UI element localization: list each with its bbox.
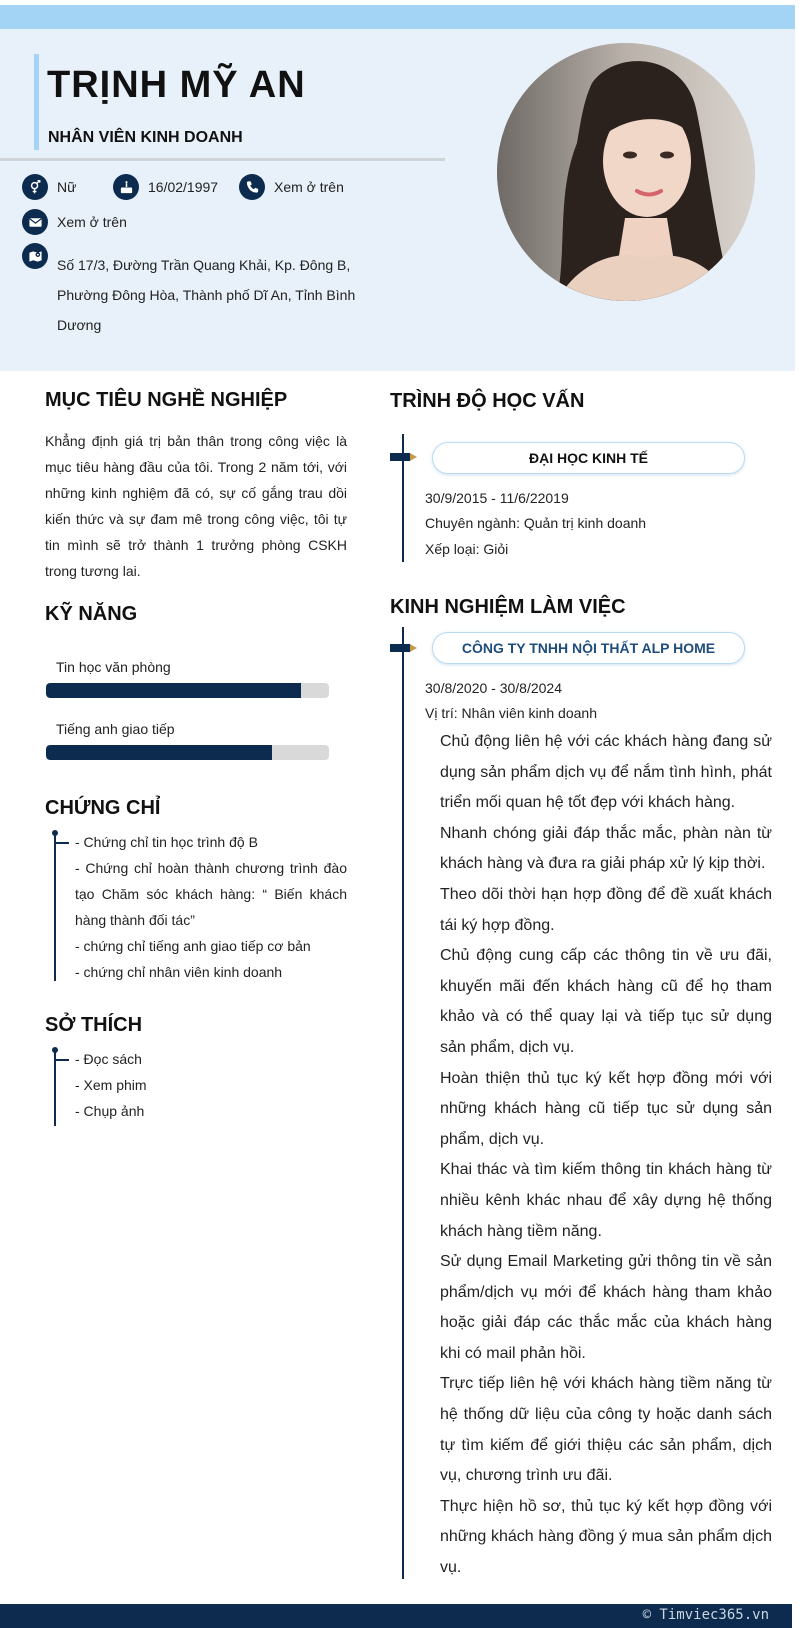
timeline-pin-icon	[390, 453, 416, 461]
duty-item: Thực hiện hồ sơ, thủ tục ký kết hợp đồng với những khách hàng đồng ý mua sản phẩm dịch vụ.	[440, 1497, 772, 1577]
certificates-list	[75, 829, 347, 985]
phone-info	[239, 174, 344, 200]
avatar	[497, 43, 755, 301]
duty-item: Nhanh chóng giải đáp thắc mắc, phàn nàn từ khách hàng và đưa ra giải pháp xử lý kịp thời.	[440, 824, 772, 873]
hobby-item: - Chụp ảnh	[75, 1103, 145, 1119]
footer-credit: © Timviec365.vn	[642, 1607, 769, 1623]
certificate-item: - chứng chỉ tiếng anh giao tiếp cơ bản	[75, 938, 311, 954]
birthday-value: 16/02/1997	[148, 179, 219, 195]
timeline-pin-icon	[390, 644, 416, 652]
timeline-tick	[55, 842, 69, 844]
email-value: Xem ở trên	[57, 214, 127, 230]
gender-info	[22, 174, 76, 200]
experience-position: Vị trí: Nhân viên kinh doanh	[425, 705, 597, 721]
name-accent-bar	[34, 54, 39, 150]
duty-item: Hoàn thiện thủ tục ký kết hợp đồng mới với những khách hàng cũ tiếp tục sử dụng sản phẩm, dịch vụ.	[440, 1069, 772, 1148]
duty-item: Khai thác và tìm kiếm thông tin khách hàng từ nhiều kênh khác nhau để xây dựng hệ thống khách hàng tiềm năng.	[440, 1161, 772, 1240]
duty-item: Sử dụng Email Marketing gửi thông tin về sản phẩm/dịch vụ mới để khách hàng tham khảo hoặc giải đáp các thắc mắc của khách hàng khi có mail phản hồi.	[440, 1253, 772, 1362]
objective-text: Khẳng định giá trị bản thân trong công việc là mục tiêu hàng đầu của tôi. Trong 2 năm tới, với những kinh nghiệm đã có, sự cố gắng trau dồi kiến thức và sự đam mê trong công việc, tôi tự tin mình sẽ trở thành 1 trưởng phòng CSKH trong tương lai.	[45, 433, 347, 579]
birthday-cake-icon	[113, 174, 139, 200]
education-grade: Xếp loại: Giỏi	[425, 541, 509, 557]
experience-company: CÔNG TY TNHH NỘI THẤT ALP HOME	[432, 632, 745, 664]
birthday-info	[113, 174, 218, 200]
email-info	[22, 209, 127, 235]
duty-item: Theo dõi thời hạn hợp đồng để đề xuất khách tái ký hợp đồng.	[440, 885, 772, 934]
duty-item: Chủ động liên hệ với các khách hàng đang sử dụng sản phẩm dịch vụ để nắm tình hình, phát triển mối quan hệ tốt đẹp với khách hàng.	[440, 733, 772, 812]
experience-timeline	[402, 627, 404, 1579]
top-accent-bar	[0, 5, 795, 29]
certificates-title: CHỨNG CHỈ	[45, 797, 161, 819]
education-school: ĐẠI HỌC KINH TẾ	[432, 442, 745, 474]
footer-bar	[0, 1604, 792, 1628]
duty-item: Trực tiếp liên hệ với khách hàng tiềm năng từ hệ thống dữ liệu của công ty hoặc danh sách tự tìm kiếm để giới thiệu các sản phẩm, dịch vụ, chương trình ưu đãi.	[440, 1375, 772, 1485]
skill-bar-fill	[46, 745, 272, 760]
skill-label: Tin học văn phòng	[56, 659, 171, 675]
objective-title: MỤC TIÊU NGHỀ NGHIỆP	[45, 389, 288, 411]
certificate-item: - chứng chỉ nhân viên kinh doanh	[75, 964, 283, 980]
gender-icon	[22, 174, 48, 200]
skills-title: KỸ NĂNG	[45, 603, 138, 625]
job-title: NHÂN VIÊN KINH DOANH	[48, 129, 243, 146]
candidate-name: TRỊNH MỸ AN	[47, 64, 306, 106]
education-major: Chuyên ngành: Quản trị kinh doanh	[425, 515, 647, 531]
timeline-dot	[52, 1047, 58, 1053]
address-icon-holder	[22, 243, 57, 269]
experience-period: 30/8/2020 - 30/8/2024	[425, 680, 563, 696]
education-period: 30/9/2015 - 11/6/22019	[425, 490, 569, 506]
skill-bar-fill	[46, 683, 301, 698]
address-value: Số 17/3, Đường Trần Quang Khải, Kp. Đông B, Phường Đông Hòa, Thành phố Dĩ An, Tỉnh Bình Dương	[57, 257, 356, 333]
email-icon	[22, 209, 48, 235]
phone-icon	[239, 174, 265, 200]
hobby-item: - Đọc sách	[75, 1051, 142, 1067]
certificates-timeline	[54, 833, 56, 981]
gender-value: Nữ	[57, 179, 77, 195]
timeline-dot	[52, 830, 58, 836]
avatar-photo	[497, 43, 755, 301]
experience-title: KINH NGHIỆM LÀM VIỆC	[390, 596, 626, 618]
hobbies-list	[75, 1046, 347, 1124]
education-title: TRÌNH ĐỘ HỌC VẤN	[390, 390, 585, 412]
certificate-item: - Chứng chỉ tin học trình độ B	[75, 834, 258, 850]
skill-bar	[46, 745, 329, 760]
hobbies-timeline	[54, 1050, 56, 1126]
duty-item: Chủ động cung cấp các thông tin về ưu đãi, khuyến mãi đến khách hàng cũ để họ tham khảo và có thể quay lại và tiếp tục sử dụng sản phẩm, dịch vụ.	[440, 947, 772, 1056]
timeline-tick	[55, 1059, 69, 1061]
experience-duties	[440, 727, 772, 1584]
phone-value: Xem ở trên	[274, 179, 344, 195]
hobby-item: - Xem phim	[75, 1077, 147, 1093]
map-icon	[22, 243, 48, 269]
skill-label: Tiếng anh giao tiếp	[56, 721, 175, 737]
certificate-item: - Chứng chỉ hoàn thành chương trình đào tạo Chăm sóc khách hàng: “ Biến khách hàng thành đối tác”	[75, 860, 347, 928]
header-divider	[0, 158, 445, 161]
skill-bar	[46, 683, 329, 698]
hobbies-title: SỞ THÍCH	[45, 1014, 143, 1036]
